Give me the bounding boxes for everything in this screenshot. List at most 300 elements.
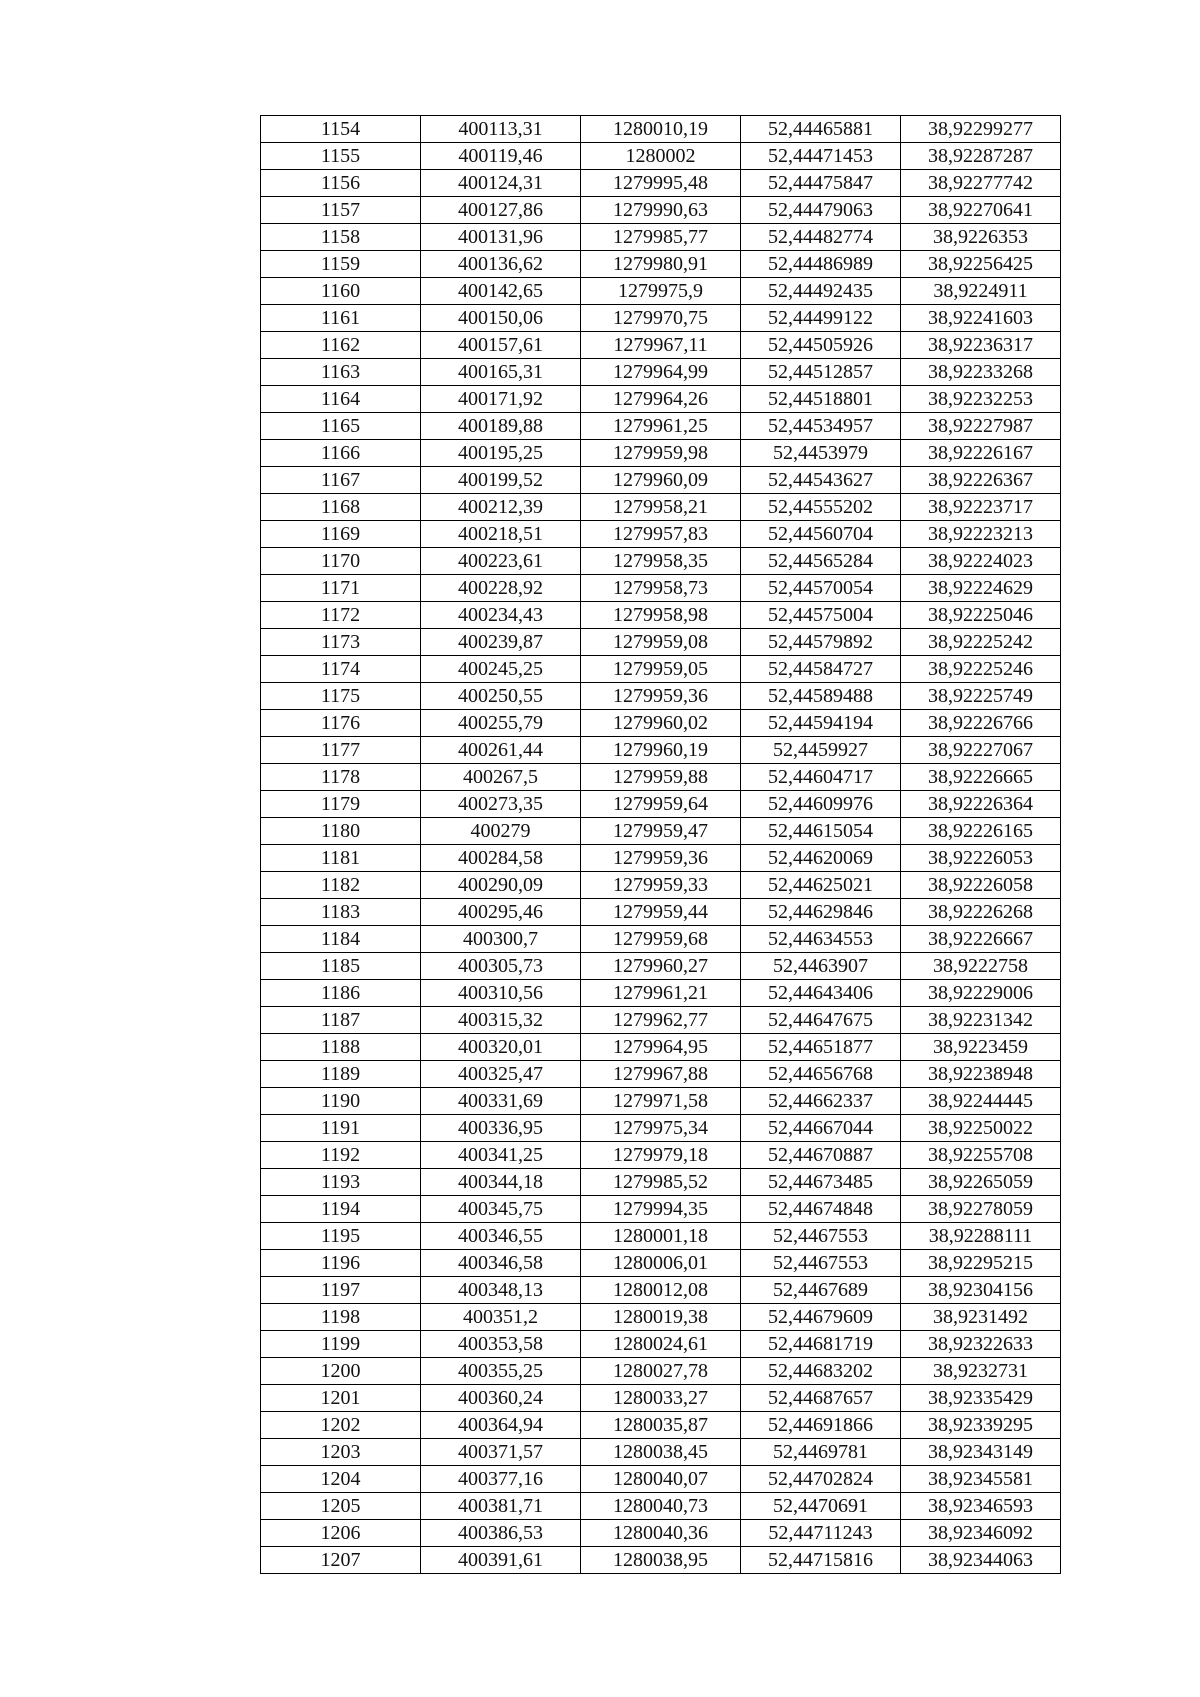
longitude-cell: 38,92255708 — [901, 1142, 1061, 1169]
y-coordinate-cell: 1279964,95 — [581, 1034, 741, 1061]
longitude-cell: 38,92226268 — [901, 899, 1061, 926]
longitude-cell: 38,92277742 — [901, 170, 1061, 197]
point-number-cell: 1195 — [261, 1223, 421, 1250]
longitude-cell: 38,92226058 — [901, 872, 1061, 899]
y-coordinate-cell: 1279959,47 — [581, 818, 741, 845]
y-coordinate-cell: 1280019,38 — [581, 1304, 741, 1331]
x-coordinate-cell: 400346,58 — [421, 1250, 581, 1277]
point-number-cell: 1198 — [261, 1304, 421, 1331]
point-number-cell: 1169 — [261, 521, 421, 548]
longitude-cell: 38,92339295 — [901, 1412, 1061, 1439]
latitude-cell: 52,44615054 — [741, 818, 901, 845]
table-row — [261, 1277, 1061, 1304]
longitude-cell: 38,92226367 — [901, 467, 1061, 494]
latitude-cell: 52,44609976 — [741, 791, 901, 818]
table-row — [261, 1439, 1061, 1466]
latitude-cell: 52,44643406 — [741, 980, 901, 1007]
point-number-cell: 1205 — [261, 1493, 421, 1520]
table-row — [261, 980, 1061, 1007]
x-coordinate-cell: 400218,51 — [421, 521, 581, 548]
point-number-cell: 1170 — [261, 548, 421, 575]
table-row — [261, 899, 1061, 926]
x-coordinate-cell: 400351,2 — [421, 1304, 581, 1331]
longitude-cell: 38,92233268 — [901, 359, 1061, 386]
longitude-cell: 38,92226766 — [901, 710, 1061, 737]
longitude-cell: 38,92265059 — [901, 1169, 1061, 1196]
x-coordinate-cell: 400165,31 — [421, 359, 581, 386]
point-number-cell: 1202 — [261, 1412, 421, 1439]
point-number-cell: 1163 — [261, 359, 421, 386]
x-coordinate-cell: 400228,92 — [421, 575, 581, 602]
y-coordinate-cell: 1279960,09 — [581, 467, 741, 494]
table-row — [261, 521, 1061, 548]
point-number-cell: 1162 — [261, 332, 421, 359]
x-coordinate-cell: 400360,24 — [421, 1385, 581, 1412]
longitude-cell: 38,92223717 — [901, 494, 1061, 521]
longitude-cell: 38,92227987 — [901, 413, 1061, 440]
y-coordinate-cell: 1279957,83 — [581, 521, 741, 548]
point-number-cell: 1178 — [261, 764, 421, 791]
point-number-cell: 1160 — [261, 278, 421, 305]
y-coordinate-cell: 1279979,18 — [581, 1142, 741, 1169]
x-coordinate-cell: 400348,13 — [421, 1277, 581, 1304]
point-number-cell: 1206 — [261, 1520, 421, 1547]
latitude-cell: 52,44594194 — [741, 710, 901, 737]
table-row — [261, 413, 1061, 440]
longitude-cell: 38,92346593 — [901, 1493, 1061, 1520]
x-coordinate-cell: 400113,31 — [421, 116, 581, 143]
x-coordinate-cell: 400245,25 — [421, 656, 581, 683]
point-number-cell: 1175 — [261, 683, 421, 710]
longitude-cell: 38,9224911 — [901, 278, 1061, 305]
point-number-cell: 1184 — [261, 926, 421, 953]
x-coordinate-cell: 400325,47 — [421, 1061, 581, 1088]
table-row — [261, 1196, 1061, 1223]
point-number-cell: 1193 — [261, 1169, 421, 1196]
table-row — [261, 386, 1061, 413]
latitude-cell: 52,4467689 — [741, 1277, 901, 1304]
point-number-cell: 1194 — [261, 1196, 421, 1223]
y-coordinate-cell: 1279959,08 — [581, 629, 741, 656]
latitude-cell: 52,44560704 — [741, 521, 901, 548]
latitude-cell: 52,44702824 — [741, 1466, 901, 1493]
table-row — [261, 575, 1061, 602]
point-number-cell: 1181 — [261, 845, 421, 872]
latitude-cell: 52,44681719 — [741, 1331, 901, 1358]
y-coordinate-cell: 1280001,18 — [581, 1223, 741, 1250]
longitude-cell: 38,92343149 — [901, 1439, 1061, 1466]
latitude-cell: 52,44492435 — [741, 278, 901, 305]
latitude-cell: 52,44629846 — [741, 899, 901, 926]
y-coordinate-cell: 1279959,05 — [581, 656, 741, 683]
latitude-cell: 52,44670887 — [741, 1142, 901, 1169]
point-number-cell: 1165 — [261, 413, 421, 440]
table-row — [261, 1007, 1061, 1034]
y-coordinate-cell: 1280027,78 — [581, 1358, 741, 1385]
latitude-cell: 52,44625021 — [741, 872, 901, 899]
y-coordinate-cell: 1279990,63 — [581, 197, 741, 224]
x-coordinate-cell: 400320,01 — [421, 1034, 581, 1061]
y-coordinate-cell: 1279964,26 — [581, 386, 741, 413]
x-coordinate-cell: 400195,25 — [421, 440, 581, 467]
latitude-cell: 52,4463907 — [741, 953, 901, 980]
table-row — [261, 1223, 1061, 1250]
y-coordinate-cell: 1279964,99 — [581, 359, 741, 386]
y-coordinate-cell: 1279959,98 — [581, 440, 741, 467]
longitude-cell: 38,92244445 — [901, 1088, 1061, 1115]
longitude-cell: 38,92226053 — [901, 845, 1061, 872]
point-number-cell: 1177 — [261, 737, 421, 764]
longitude-cell: 38,92223213 — [901, 521, 1061, 548]
y-coordinate-cell: 1280040,73 — [581, 1493, 741, 1520]
longitude-cell: 38,92227067 — [901, 737, 1061, 764]
latitude-cell: 52,44589488 — [741, 683, 901, 710]
y-coordinate-cell: 1280040,36 — [581, 1520, 741, 1547]
latitude-cell: 52,44604717 — [741, 764, 901, 791]
y-coordinate-cell: 1279959,44 — [581, 899, 741, 926]
y-coordinate-cell: 1279985,52 — [581, 1169, 741, 1196]
longitude-cell: 38,92346092 — [901, 1520, 1061, 1547]
point-number-cell: 1191 — [261, 1115, 421, 1142]
point-number-cell: 1179 — [261, 791, 421, 818]
y-coordinate-cell: 1280010,19 — [581, 116, 741, 143]
longitude-cell: 38,9223459 — [901, 1034, 1061, 1061]
longitude-cell: 38,92270641 — [901, 197, 1061, 224]
x-coordinate-cell: 400212,39 — [421, 494, 581, 521]
latitude-cell: 52,4453979 — [741, 440, 901, 467]
y-coordinate-cell: 1280033,27 — [581, 1385, 741, 1412]
longitude-cell: 38,9222758 — [901, 953, 1061, 980]
y-coordinate-cell: 1280002 — [581, 143, 741, 170]
point-number-cell: 1173 — [261, 629, 421, 656]
x-coordinate-cell: 400124,31 — [421, 170, 581, 197]
point-number-cell: 1156 — [261, 170, 421, 197]
y-coordinate-cell: 1279960,27 — [581, 953, 741, 980]
table-row — [261, 170, 1061, 197]
longitude-cell: 38,92238948 — [901, 1061, 1061, 1088]
y-coordinate-cell: 1280012,08 — [581, 1277, 741, 1304]
table-row — [261, 602, 1061, 629]
table-row — [261, 467, 1061, 494]
point-number-cell: 1188 — [261, 1034, 421, 1061]
y-coordinate-cell: 1279959,36 — [581, 683, 741, 710]
table-row — [261, 440, 1061, 467]
latitude-cell: 52,44647675 — [741, 1007, 901, 1034]
longitude-cell: 38,9231492 — [901, 1304, 1061, 1331]
table-row — [261, 1358, 1061, 1385]
table-row — [261, 1061, 1061, 1088]
table-row — [261, 818, 1061, 845]
table-row — [261, 683, 1061, 710]
latitude-cell: 52,44711243 — [741, 1520, 901, 1547]
point-number-cell: 1161 — [261, 305, 421, 332]
x-coordinate-cell: 400136,62 — [421, 251, 581, 278]
point-number-cell: 1182 — [261, 872, 421, 899]
x-coordinate-cell: 400171,92 — [421, 386, 581, 413]
y-coordinate-cell: 1280038,95 — [581, 1547, 741, 1574]
latitude-cell: 52,44518801 — [741, 386, 901, 413]
y-coordinate-cell: 1279958,21 — [581, 494, 741, 521]
table-row — [261, 332, 1061, 359]
longitude-cell: 38,92225246 — [901, 656, 1061, 683]
latitude-cell: 52,44475847 — [741, 170, 901, 197]
latitude-cell: 52,44505926 — [741, 332, 901, 359]
y-coordinate-cell: 1279985,77 — [581, 224, 741, 251]
x-coordinate-cell: 400267,5 — [421, 764, 581, 791]
latitude-cell: 52,44482774 — [741, 224, 901, 251]
latitude-cell: 52,44634553 — [741, 926, 901, 953]
table-row — [261, 1250, 1061, 1277]
latitude-cell: 52,44683202 — [741, 1358, 901, 1385]
y-coordinate-cell: 1279959,68 — [581, 926, 741, 953]
point-number-cell: 1164 — [261, 386, 421, 413]
point-number-cell: 1180 — [261, 818, 421, 845]
point-number-cell: 1154 — [261, 116, 421, 143]
x-coordinate-cell: 400250,55 — [421, 683, 581, 710]
longitude-cell: 38,92225242 — [901, 629, 1061, 656]
latitude-cell: 52,44543627 — [741, 467, 901, 494]
point-number-cell: 1155 — [261, 143, 421, 170]
table-row — [261, 1088, 1061, 1115]
y-coordinate-cell: 1279980,91 — [581, 251, 741, 278]
x-coordinate-cell: 400199,52 — [421, 467, 581, 494]
table-row — [261, 953, 1061, 980]
y-coordinate-cell: 1279975,34 — [581, 1115, 741, 1142]
x-coordinate-cell: 400377,16 — [421, 1466, 581, 1493]
latitude-cell: 52,4469781 — [741, 1439, 901, 1466]
longitude-cell: 38,9232731 — [901, 1358, 1061, 1385]
table-row — [261, 1547, 1061, 1574]
point-number-cell: 1157 — [261, 197, 421, 224]
point-number-cell: 1190 — [261, 1088, 421, 1115]
y-coordinate-cell: 1279960,02 — [581, 710, 741, 737]
latitude-cell: 52,44620069 — [741, 845, 901, 872]
x-coordinate-cell: 400284,58 — [421, 845, 581, 872]
latitude-cell: 52,44465881 — [741, 116, 901, 143]
x-coordinate-cell: 400223,61 — [421, 548, 581, 575]
y-coordinate-cell: 1280040,07 — [581, 1466, 741, 1493]
latitude-cell: 52,44667044 — [741, 1115, 901, 1142]
y-coordinate-cell: 1279975,9 — [581, 278, 741, 305]
table-row — [261, 1169, 1061, 1196]
y-coordinate-cell: 1279959,36 — [581, 845, 741, 872]
latitude-cell: 52,44575004 — [741, 602, 901, 629]
x-coordinate-cell: 400364,94 — [421, 1412, 581, 1439]
x-coordinate-cell: 400346,55 — [421, 1223, 581, 1250]
y-coordinate-cell: 1280035,87 — [581, 1412, 741, 1439]
x-coordinate-cell: 400239,87 — [421, 629, 581, 656]
x-coordinate-cell: 400234,43 — [421, 602, 581, 629]
latitude-cell: 52,44570054 — [741, 575, 901, 602]
longitude-cell: 38,92226667 — [901, 926, 1061, 953]
longitude-cell: 38,9226353 — [901, 224, 1061, 251]
y-coordinate-cell: 1279959,88 — [581, 764, 741, 791]
longitude-cell: 38,92232253 — [901, 386, 1061, 413]
x-coordinate-cell: 400255,79 — [421, 710, 581, 737]
table-row — [261, 1412, 1061, 1439]
point-number-cell: 1201 — [261, 1385, 421, 1412]
latitude-cell: 52,4470691 — [741, 1493, 901, 1520]
y-coordinate-cell: 1280006,01 — [581, 1250, 741, 1277]
table-row — [261, 224, 1061, 251]
latitude-cell: 52,44651877 — [741, 1034, 901, 1061]
point-number-cell: 1176 — [261, 710, 421, 737]
table-row — [261, 278, 1061, 305]
table-row — [261, 1520, 1061, 1547]
longitude-cell: 38,92231342 — [901, 1007, 1061, 1034]
longitude-cell: 38,92225749 — [901, 683, 1061, 710]
table-row — [261, 116, 1061, 143]
latitude-cell: 52,44579892 — [741, 629, 901, 656]
x-coordinate-cell: 400344,18 — [421, 1169, 581, 1196]
latitude-cell: 52,44499122 — [741, 305, 901, 332]
point-number-cell: 1185 — [261, 953, 421, 980]
x-coordinate-cell: 400386,53 — [421, 1520, 581, 1547]
x-coordinate-cell: 400371,57 — [421, 1439, 581, 1466]
longitude-cell: 38,92278059 — [901, 1196, 1061, 1223]
x-coordinate-cell: 400119,46 — [421, 143, 581, 170]
table-row — [261, 629, 1061, 656]
longitude-cell: 38,92224629 — [901, 575, 1061, 602]
table-row — [261, 1034, 1061, 1061]
x-coordinate-cell: 400310,56 — [421, 980, 581, 1007]
point-number-cell: 1167 — [261, 467, 421, 494]
table-row — [261, 197, 1061, 224]
point-number-cell: 1199 — [261, 1331, 421, 1358]
x-coordinate-cell: 400290,09 — [421, 872, 581, 899]
longitude-cell: 38,92344063 — [901, 1547, 1061, 1574]
table-row — [261, 656, 1061, 683]
table-row — [261, 710, 1061, 737]
x-coordinate-cell: 400353,58 — [421, 1331, 581, 1358]
latitude-cell: 52,44512857 — [741, 359, 901, 386]
point-number-cell: 1189 — [261, 1061, 421, 1088]
y-coordinate-cell: 1279967,88 — [581, 1061, 741, 1088]
x-coordinate-cell: 400131,96 — [421, 224, 581, 251]
x-coordinate-cell: 400391,61 — [421, 1547, 581, 1574]
latitude-cell: 52,4467553 — [741, 1223, 901, 1250]
y-coordinate-cell: 1279961,25 — [581, 413, 741, 440]
latitude-cell: 52,44674848 — [741, 1196, 901, 1223]
y-coordinate-cell: 1279958,98 — [581, 602, 741, 629]
y-coordinate-cell: 1279959,64 — [581, 791, 741, 818]
latitude-cell: 52,44673485 — [741, 1169, 901, 1196]
latitude-cell: 52,44715816 — [741, 1547, 901, 1574]
x-coordinate-cell: 400157,61 — [421, 332, 581, 359]
y-coordinate-cell: 1279994,35 — [581, 1196, 741, 1223]
x-coordinate-cell: 400150,06 — [421, 305, 581, 332]
point-number-cell: 1166 — [261, 440, 421, 467]
x-coordinate-cell: 400315,32 — [421, 1007, 581, 1034]
table-row — [261, 791, 1061, 818]
y-coordinate-cell: 1280038,45 — [581, 1439, 741, 1466]
y-coordinate-cell: 1279960,19 — [581, 737, 741, 764]
x-coordinate-cell: 400331,69 — [421, 1088, 581, 1115]
table-row — [261, 737, 1061, 764]
y-coordinate-cell: 1279958,73 — [581, 575, 741, 602]
point-number-cell: 1186 — [261, 980, 421, 1007]
y-coordinate-cell: 1279961,21 — [581, 980, 741, 1007]
x-coordinate-cell: 400189,88 — [421, 413, 581, 440]
y-coordinate-cell: 1280024,61 — [581, 1331, 741, 1358]
point-number-cell: 1203 — [261, 1439, 421, 1466]
point-number-cell: 1200 — [261, 1358, 421, 1385]
longitude-cell: 38,92256425 — [901, 251, 1061, 278]
table-row — [261, 1142, 1061, 1169]
latitude-cell: 52,44479063 — [741, 197, 901, 224]
y-coordinate-cell: 1279967,11 — [581, 332, 741, 359]
latitude-cell: 52,44486989 — [741, 251, 901, 278]
latitude-cell: 52,44687657 — [741, 1385, 901, 1412]
longitude-cell: 38,92236317 — [901, 332, 1061, 359]
point-number-cell: 1197 — [261, 1277, 421, 1304]
x-coordinate-cell: 400305,73 — [421, 953, 581, 980]
longitude-cell: 38,92288111 — [901, 1223, 1061, 1250]
latitude-cell: 52,44691866 — [741, 1412, 901, 1439]
latitude-cell: 52,4467553 — [741, 1250, 901, 1277]
latitude-cell: 52,4459927 — [741, 737, 901, 764]
longitude-cell: 38,92299277 — [901, 116, 1061, 143]
coordinates-table — [260, 115, 1061, 1574]
x-coordinate-cell: 400279 — [421, 818, 581, 845]
x-coordinate-cell: 400273,35 — [421, 791, 581, 818]
x-coordinate-cell: 400261,44 — [421, 737, 581, 764]
y-coordinate-cell: 1279962,77 — [581, 1007, 741, 1034]
table-row — [261, 926, 1061, 953]
longitude-cell: 38,92226364 — [901, 791, 1061, 818]
y-coordinate-cell: 1279995,48 — [581, 170, 741, 197]
table-row — [261, 1115, 1061, 1142]
latitude-cell: 52,44656768 — [741, 1061, 901, 1088]
longitude-cell: 38,92304156 — [901, 1277, 1061, 1304]
table-row — [261, 845, 1061, 872]
point-number-cell: 1172 — [261, 602, 421, 629]
longitude-cell: 38,92241603 — [901, 305, 1061, 332]
x-coordinate-cell: 400341,25 — [421, 1142, 581, 1169]
point-number-cell: 1187 — [261, 1007, 421, 1034]
latitude-cell: 52,44662337 — [741, 1088, 901, 1115]
table-row — [261, 1304, 1061, 1331]
longitude-cell: 38,92335429 — [901, 1385, 1061, 1412]
longitude-cell: 38,92250022 — [901, 1115, 1061, 1142]
longitude-cell: 38,92226165 — [901, 818, 1061, 845]
table-row — [261, 1466, 1061, 1493]
longitude-cell: 38,92225046 — [901, 602, 1061, 629]
point-number-cell: 1171 — [261, 575, 421, 602]
table-row — [261, 764, 1061, 791]
table-row — [261, 143, 1061, 170]
x-coordinate-cell: 400381,71 — [421, 1493, 581, 1520]
table-row — [261, 1385, 1061, 1412]
x-coordinate-cell: 400345,75 — [421, 1196, 581, 1223]
x-coordinate-cell: 400142,65 — [421, 278, 581, 305]
point-number-cell: 1159 — [261, 251, 421, 278]
table-row — [261, 1331, 1061, 1358]
table-row — [261, 251, 1061, 278]
point-number-cell: 1207 — [261, 1547, 421, 1574]
point-number-cell: 1168 — [261, 494, 421, 521]
y-coordinate-cell: 1279959,33 — [581, 872, 741, 899]
latitude-cell: 52,44679609 — [741, 1304, 901, 1331]
x-coordinate-cell: 400295,46 — [421, 899, 581, 926]
x-coordinate-cell: 400127,86 — [421, 197, 581, 224]
point-number-cell: 1174 — [261, 656, 421, 683]
longitude-cell: 38,92229006 — [901, 980, 1061, 1007]
y-coordinate-cell: 1279958,35 — [581, 548, 741, 575]
x-coordinate-cell: 400355,25 — [421, 1358, 581, 1385]
point-number-cell: 1192 — [261, 1142, 421, 1169]
latitude-cell: 52,44584727 — [741, 656, 901, 683]
